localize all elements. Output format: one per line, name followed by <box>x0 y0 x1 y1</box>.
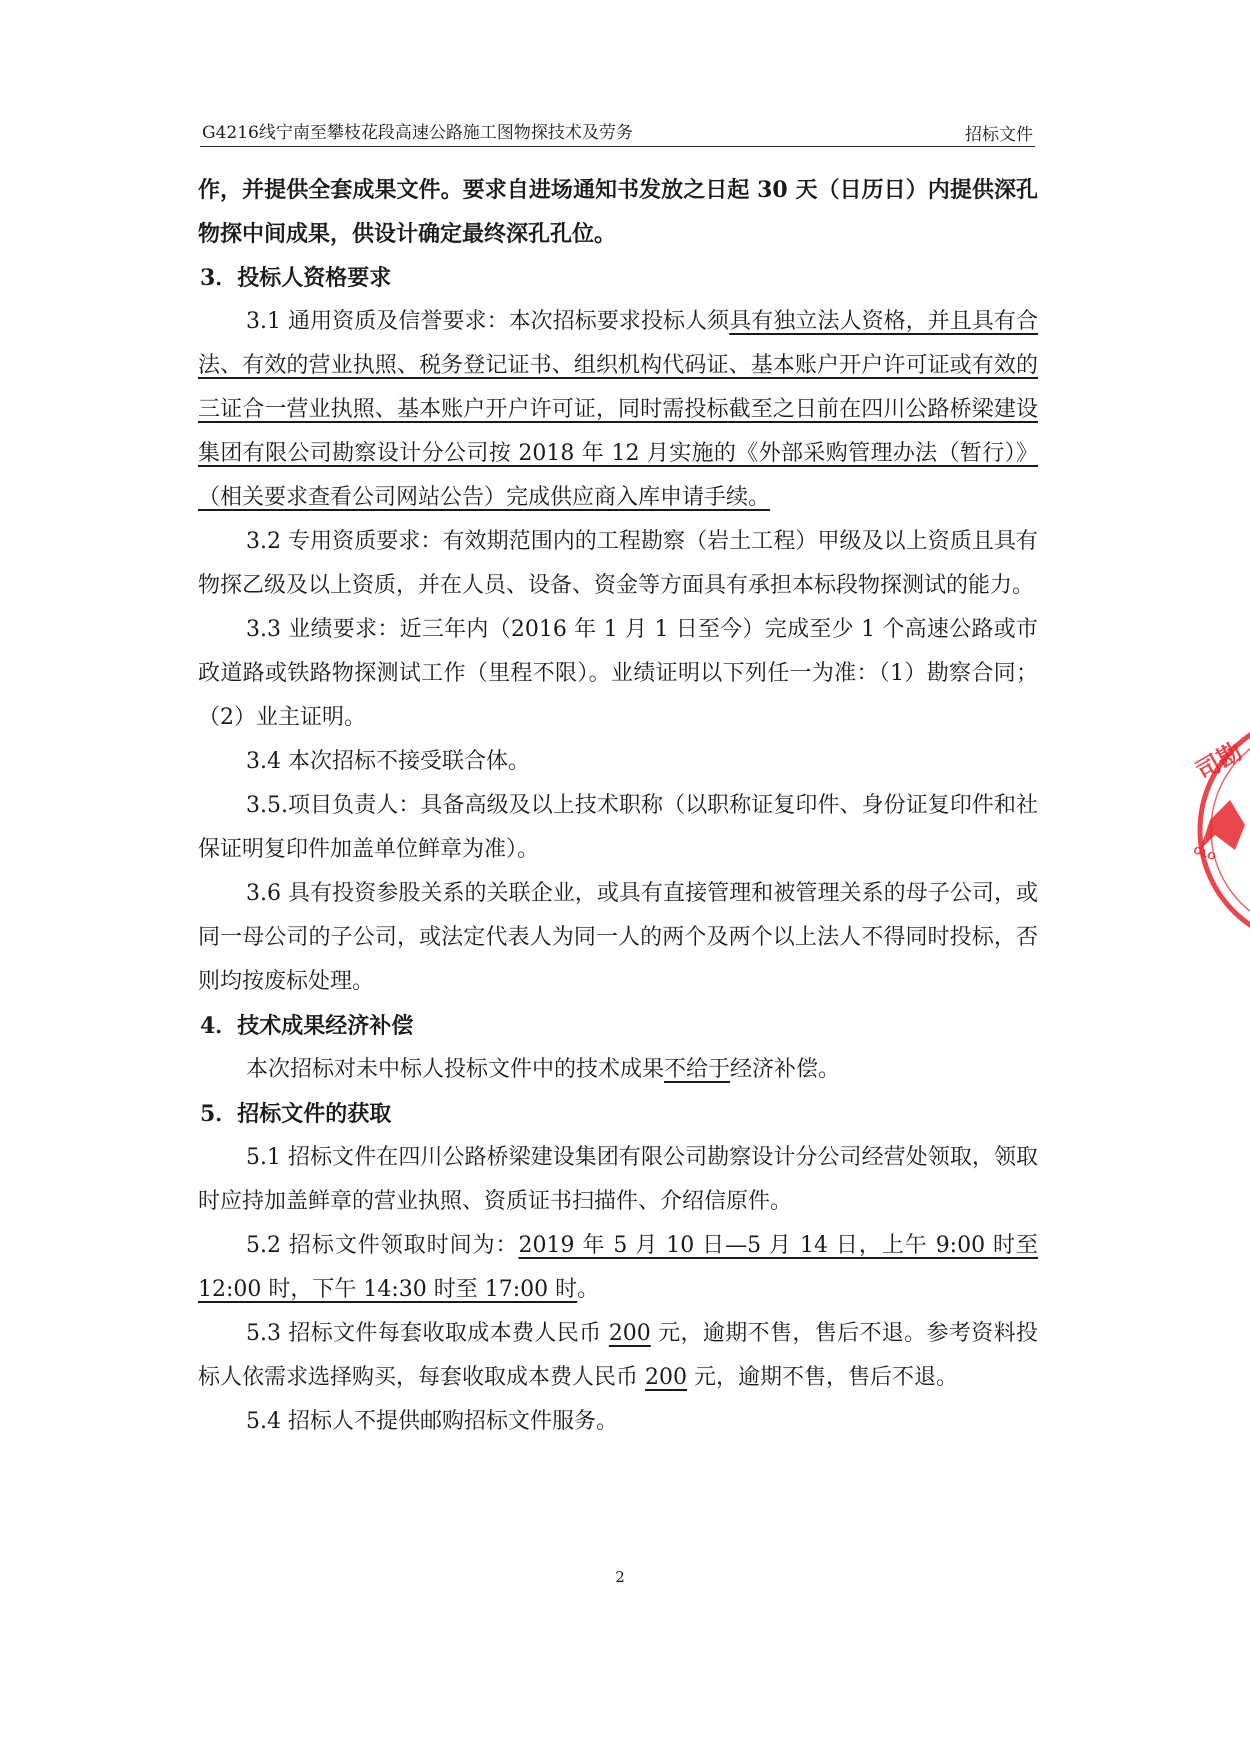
paragraph <box>198 1400 1038 1444</box>
page-number: 2 <box>615 1568 625 1586</box>
text-run: 3．投标人资格要求 <box>200 265 392 291</box>
text-run: 元，逾期不售，售后不退。参考资料投标人依需求选择购买，每套收取成本费人民币 <box>198 1321 1038 1390</box>
header-title: G4216线宁南至攀枝花段高速公路施工图物探技术及劳务 <box>202 123 633 143</box>
svg-text:OLO: OLO <box>1191 845 1218 864</box>
paragraph <box>198 1312 1038 1400</box>
paragraph <box>198 1048 1038 1092</box>
paragraph <box>198 520 1038 608</box>
paragraph <box>198 300 1038 520</box>
paragraph <box>198 872 1038 1004</box>
paragraph <box>198 168 1038 256</box>
text-run: 3.6 具有投资参股关系的关联企业，或具有直接管理和被管理关系的母子公司，或同一母公司的子公司，或法定代表人为同一人的两个及两个以上法人不得同时投标，否则均按废标处理。 <box>198 881 1038 994</box>
underlined-text: 2019 年 5 月 10 日—5 月 14 日，上午 9:00 时至 12:00 时，下午 14:30 时至 17:00 时 <box>198 1233 1039 1302</box>
text-run: 。 <box>577 1277 600 1302</box>
text-run: 3.3 业绩要求：近三年内（2016 年 1 月 1 日至今）完成至少 1 个高速公路或市政道路或铁路物探测试工作（里程不限）。业绩证明以下列任一为准：（1）勘察合同；（2）业主证明。 <box>198 617 1038 730</box>
text-run: 4．技术成果经济补偿 <box>200 1013 414 1039</box>
text-run: 3.5.项目负责人：具备高级及以上技术职称（以职称证复印件、身份证复印件和社保证明复印件加盖单位鲜章为准）。 <box>198 793 1038 862</box>
text-run: 经济补偿。 <box>730 1057 841 1082</box>
underlined-text: 具有独立法人资格，并且具有合法、有效的营业执照、税务登记证书、组织机构代码证、基本账户开户许可证或有效的三证合一营业执照、基本账户开户许可证，同时需投标截至之日前在四川公路桥梁建设集团有限公司勘察设计分公司按 2018 年 12 月实施的《外部采购管理办法（暂行）》（相关要求查看公司网站公告）完成供应商入库申请手续。 <box>198 309 1038 510</box>
company-seal-stamp <box>1190 700 1250 960</box>
text-run: 5.3 招标文件每套收取成本费人民币 <box>246 1321 609 1346</box>
paragraph <box>198 1136 1038 1224</box>
underlined-text: 不给于 <box>664 1057 731 1082</box>
underlined-text: 200 <box>645 1365 687 1390</box>
text-run: 5.2 招标文件领取时间为： <box>246 1233 519 1258</box>
svg-text:司勘: 司勘 <box>1191 737 1247 786</box>
underlined-text: 200 <box>608 1321 651 1346</box>
section-heading <box>198 1004 1038 1048</box>
text-run: 5.4 招标人不提供邮购招标文件服务。 <box>246 1409 618 1434</box>
text-run: 5．招标文件的获取 <box>200 1101 392 1127</box>
paragraph <box>198 740 1038 784</box>
text-run: 元，逾期不售，售后不退。 <box>687 1365 958 1390</box>
section-heading <box>198 256 1038 300</box>
text-run: 3.4 本次招标不接受联合体。 <box>246 749 530 774</box>
paragraph <box>198 784 1038 872</box>
page-header <box>200 112 1035 147</box>
header-doc-type: 招标文件 <box>965 125 1033 145</box>
document-body <box>198 168 1038 1444</box>
text-run: 3.2 专用资质要求：有效期范围内的工程勘察（岩土工程）甲级及以上资质且具有物探乙级及以上资质，并在人员、设备、资金等方面具有承担本标段物探测试的能力。 <box>198 529 1038 598</box>
text-run: 本次招标对未中标人投标文件中的技术成果 <box>246 1057 665 1082</box>
paragraph <box>198 608 1038 740</box>
text-run: 作，并提供全套成果文件。要求自进场通知书发放之日起 30 天（日历日）内提供深孔物探中间成果，供设计确定最终深孔孔位。 <box>198 177 1038 247</box>
text-run: 3.1 通用资质及信誉要求：本次招标要求投标人须 <box>246 309 730 334</box>
section-heading <box>198 1092 1038 1136</box>
paragraph <box>198 1224 1038 1312</box>
text-run: 5.1 招标文件在四川公路桥梁建设集团有限公司勘察设计分公司经营处领取，领取时应持加盖鲜章的营业执照、资质证书扫描件、介绍信原件。 <box>198 1145 1038 1214</box>
